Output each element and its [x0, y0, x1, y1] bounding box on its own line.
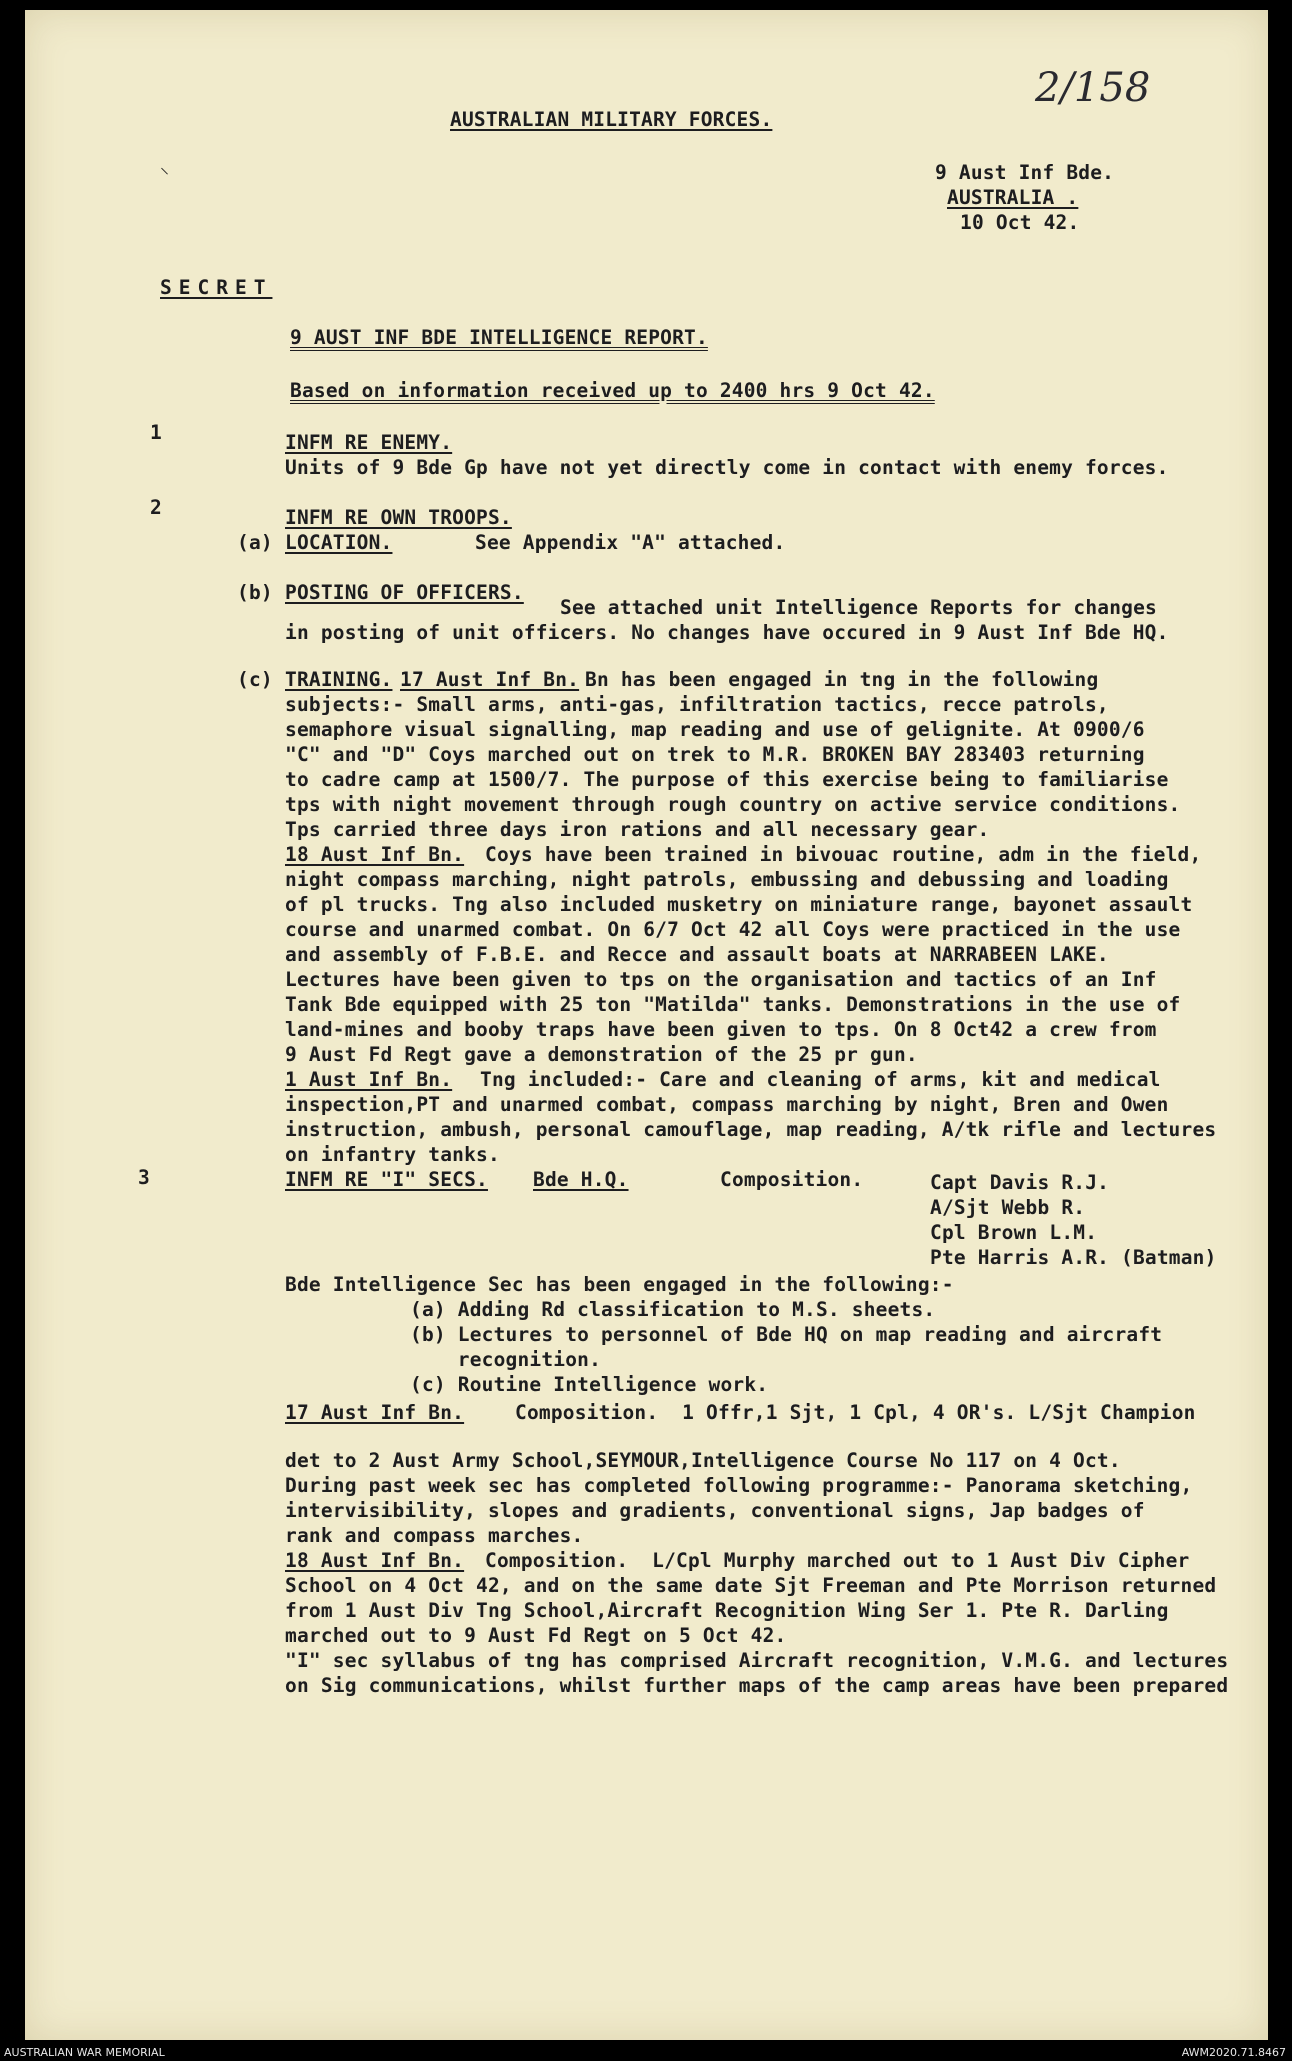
sub-label: (b) [237, 581, 273, 604]
personnel-line: Capt Davis R.J. [930, 1171, 1110, 1194]
unit-name: 18 Aust Inf Bn. [285, 843, 465, 866]
section-number: 3 [138, 1166, 150, 1189]
paragraph-line: on infantry tanks. [285, 1143, 500, 1166]
list-item: (b) Lectures to personnel of Bde HQ on map reading and aircraft [410, 1323, 1163, 1346]
list-item: recognition. [410, 1348, 602, 1371]
paragraph-line: 9 Aust Fd Regt gave a demonstration of the 25 pr gun. [285, 1043, 918, 1066]
unit-name: 17 Aust Inf Bn. [285, 1401, 465, 1424]
document-page [25, 10, 1268, 2040]
section-heading: INFM RE "I" SECS. [285, 1168, 488, 1191]
paragraph-line: Units of 9 Bde Gp have not yet directly come in contact with enemy forces. [285, 456, 1169, 479]
paragraph-line: Bn has been engaged in tng in the following [585, 668, 1099, 691]
paragraph-line: and assembly of F.B.E. and Recce and assault boats at NARRABEEN LAKE. [285, 943, 1109, 966]
paragraph-line: tps with night movement through rough country on active service conditions. [285, 793, 1181, 816]
unit-name: 18 Aust Inf Bn. [285, 1549, 465, 1572]
paragraph-line: "C" and "D" Coys marched out on trek to M.R. BROKEN BAY 283403 returning [285, 743, 1145, 766]
section-heading: INFM RE OWN TROOPS. [285, 506, 512, 529]
section-heading: INFM RE ENEMY. [285, 431, 453, 454]
paragraph-line: inspection,PT and unarmed combat, compass marching by night, Bren and Owen [285, 1093, 1169, 1116]
paragraph-line: to cadre camp at 1500/7. The purpose of this exercise being to familiarise [285, 768, 1169, 791]
paragraph-line: "I" sec syllabus of tng has comprised Aircraft recognition, V.M.G. and lectures [285, 1649, 1229, 1672]
unit-line: 9 Aust Inf Bde. [935, 161, 1115, 184]
paragraph-line: of pl trucks. Tng also included musketry on miniature range, bayonet assault [285, 893, 1193, 916]
sub-label: (c) [237, 668, 273, 691]
paragraph-line: Coys have been trained in bivouac routine, adm in the field, [485, 843, 1202, 866]
section-number: 1 [150, 421, 162, 444]
list-item: (c) Routine Intelligence work. [410, 1373, 769, 1396]
paragraph-line: rank and compass marches. [285, 1524, 584, 1547]
report-title: 9 AUST INF BDE INTELLIGENCE REPORT. [290, 326, 708, 349]
paragraph-line: instruction, ambush, personal camouflage, map reading, A/tk rifle and lectures [285, 1118, 1217, 1141]
classification: SECRET [160, 276, 273, 299]
paragraph-line: School on 4 Oct 42, and on the same date Sjt Freeman and Pte Morrison returned [285, 1574, 1217, 1597]
report-subtitle: Based on information received up to 2400 hrs 9 Oct 42. [290, 379, 935, 402]
composition-label: Composition. [720, 1168, 864, 1191]
paragraph-line: Tank Bde equipped with 25 ton "Matilda" tanks. Demonstrations in the use of [285, 993, 1181, 1016]
paragraph-line: semaphore visual signalling, map reading and use of gelignite. At 0900/6 [285, 718, 1145, 741]
paragraph-line: See Appendix "A" attached. [475, 531, 786, 554]
paragraph-line: from 1 Aust Div Tng School,Aircraft Recognition Wing Ser 1. Pte R. Darling [285, 1599, 1169, 1622]
paragraph-line: land-mines and booby traps have been given to tps. On 8 Oct42 a crew from [285, 1018, 1157, 1041]
punch-mark: ⸜ [160, 157, 169, 178]
paragraph-line: Bde Intelligence Sec has been engaged in the following:- [285, 1273, 954, 1296]
place-line: AUSTRALIA . [947, 186, 1079, 209]
footer-source: AUSTRALIAN WAR MEMORIAL [4, 2046, 165, 2059]
unit-name: 1 Aust Inf Bn. [285, 1068, 453, 1091]
paragraph-line: See attached unit Intelligence Reports for changes [560, 596, 1157, 619]
paragraph-line: Tps carried three days iron rations and all necessary gear. [285, 818, 990, 841]
section-number: 2 [150, 496, 162, 519]
paragraph-line: intervisibility, slopes and gradients, conventional signs, Jap badges of [285, 1499, 1145, 1522]
paragraph-line: det to 2 Aust Army School,SEYMOUR,Intelligence Course No 117 on 4 Oct. [285, 1449, 1121, 1472]
unit-name: 17 Aust Inf Bn. [400, 668, 580, 691]
org-heading: AUSTRALIAN MILITARY FORCES. [450, 108, 773, 131]
paragraph-line: Composition. L/Cpl Murphy marched out to 1 Aust Div Cipher [485, 1549, 1190, 1572]
paragraph-line: Lectures have been given to tps on the organisation and tactics of an Inf [285, 968, 1157, 991]
paragraph-line: on Sig communications, whilst further maps of the camp areas have been prepared [285, 1674, 1229, 1697]
list-item: (a) Adding Rd classification to M.S. sheets. [410, 1298, 936, 1321]
paragraph-line: marched out to 9 Aust Fd Regt on 5 Oct 42. [285, 1624, 787, 1647]
paragraph-line: During past week sec has completed following programme:- Panorama sketching, [285, 1474, 1193, 1497]
date-line: 10 Oct 42. [960, 211, 1080, 234]
paragraph-line: Tng included:- Care and cleaning of arms, kit and medical [480, 1068, 1161, 1091]
sub-heading: LOCATION. [285, 531, 393, 554]
paragraph-line: in posting of unit officers. No changes have occured in 9 Aust Inf Bde HQ. [285, 621, 1169, 644]
sub-label: (a) [237, 531, 273, 554]
footer-catalogue-number: AWM2020.71.8467 [1181, 2046, 1286, 2059]
paragraph-line: subjects:- Small arms, anti-gas, infiltration tactics, recce patrols, [285, 693, 1109, 716]
hq-label: Bde H.Q. [533, 1168, 629, 1191]
personnel-line: Pte Harris A.R. (Batman) [930, 1246, 1217, 1269]
paragraph-line: night compass marching, night patrols, embussing and debussing and loading [285, 868, 1169, 891]
paragraph-line: course and unarmed combat. On 6/7 Oct 42 all Coys were practiced in the use [285, 918, 1181, 941]
paragraph-line: Composition. 1 Offr,1 Sjt, 1 Cpl, 4 OR's. L/Sjt Champion [515, 1401, 1196, 1424]
sub-heading: TRAINING. [285, 668, 393, 691]
personnel-line: A/Sjt Webb R. [930, 1196, 1086, 1219]
handwritten-folio-number: 2/158 [1035, 65, 1151, 111]
personnel-line: Cpl Brown L.M. [930, 1221, 1098, 1244]
footer-bar [0, 2046, 1292, 2061]
sub-heading: POSTING OF OFFICERS. [285, 581, 524, 604]
